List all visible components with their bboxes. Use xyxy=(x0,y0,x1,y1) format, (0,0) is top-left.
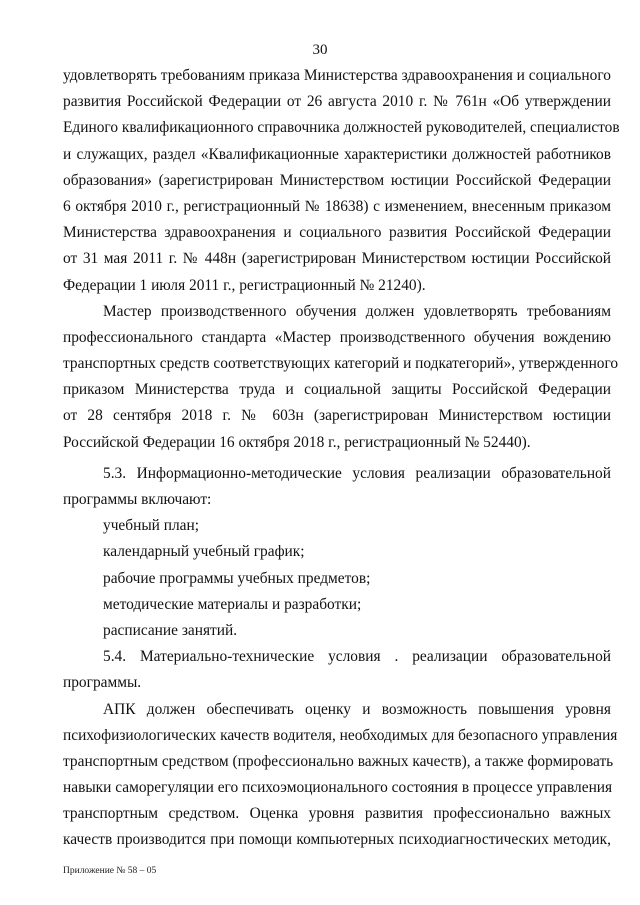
text-line: 5.3. Информационно-методические условия реализации образовательной xyxy=(103,464,611,482)
text-line: профессионального стандарта «Мастер производственного обучения вождению xyxy=(63,328,611,346)
text-line: Российской Федерации 16 октября 2018 г., регистрационный № 52440). xyxy=(63,433,531,451)
text-line: программы включают: xyxy=(63,491,212,508)
list-item: календарный учебный график; xyxy=(103,543,305,561)
text-line: транспортных средств соответствующих категорий и подкатегорий», утвержденного xyxy=(63,355,619,373)
paragraph-section-5-4 xyxy=(63,644,611,696)
text-line: Федерации 1 июля 2011 г., регистрационный № 21240). xyxy=(63,276,426,294)
text-line: образования» (зарегистрирован Министерством юстиции Российской Федерации xyxy=(63,171,611,189)
text-line: программы. xyxy=(63,674,142,692)
page-number: 30 xyxy=(312,42,328,58)
text-line: от 31 мая 2011 г. № 448н (зарегистрирован Министерством юстиции Российской xyxy=(63,250,611,268)
text-line: транспортным средством. Оценка уровня развития профессионально важных xyxy=(63,805,611,823)
paragraph-2 xyxy=(63,299,619,456)
text-line: качеств производится при помощи компьютерных психодиагностических методик, xyxy=(63,831,611,849)
text-line: Единого квалификационного справочника должностей руководителей, специалистов xyxy=(63,119,620,137)
text-line: 5.4. Материально-технические условия . реализации образовательной xyxy=(103,648,611,666)
list-item: учебный план; xyxy=(103,517,200,535)
document-body xyxy=(63,63,620,854)
text-line: Министерства здравоохранения и социального развития Российской Федерации xyxy=(63,224,611,242)
paragraph-section-5-3 xyxy=(63,461,611,513)
list-item: расписание занятий. xyxy=(103,621,238,639)
text-line: приказом Министерства труда и социальной защиты Российской Федерации xyxy=(63,381,611,399)
text-line: навыки саморегуляции его психоэмоционального состояния в процессе управления xyxy=(63,779,613,797)
text-line: 6 октября 2010 г., регистрационный № 18638) с изменением, внесенным приказом xyxy=(63,197,611,215)
text-line: и служащих, раздел «Квалификационные характеристики должностей работников xyxy=(63,145,611,163)
list-item: методические материалы и разработки; xyxy=(103,595,362,613)
text-line: развития Российской Федерации от 26 августа 2010 г. № 761н «Об утверждении xyxy=(63,93,611,111)
text-line: психофизиологических качеств водителя, необходимых для безопасного управления xyxy=(63,726,618,744)
text-line: удовлетворять требованиям приказа Министерства здравоохранения и социального xyxy=(63,67,611,84)
conditions-list xyxy=(63,513,611,644)
text-line: АПК должен обеспечивать оценку и возможность повышения уровня xyxy=(103,700,611,718)
footer-appendix-label: Приложение № 58 – 05 xyxy=(63,866,157,876)
paragraph-apk xyxy=(63,697,618,854)
text-line: от 28 сентября 2018 г. № 603н (зарегистрирован Министерством юстиции xyxy=(63,407,611,425)
paragraph-1 xyxy=(63,63,620,299)
text-line: транспортным средством (профессионально важных качеств), а также формировать xyxy=(63,752,614,770)
list-item: рабочие программы учебных предметов; xyxy=(103,569,371,587)
text-line: Мастер производственного обучения должен удовлетворять требованиям xyxy=(103,302,611,320)
